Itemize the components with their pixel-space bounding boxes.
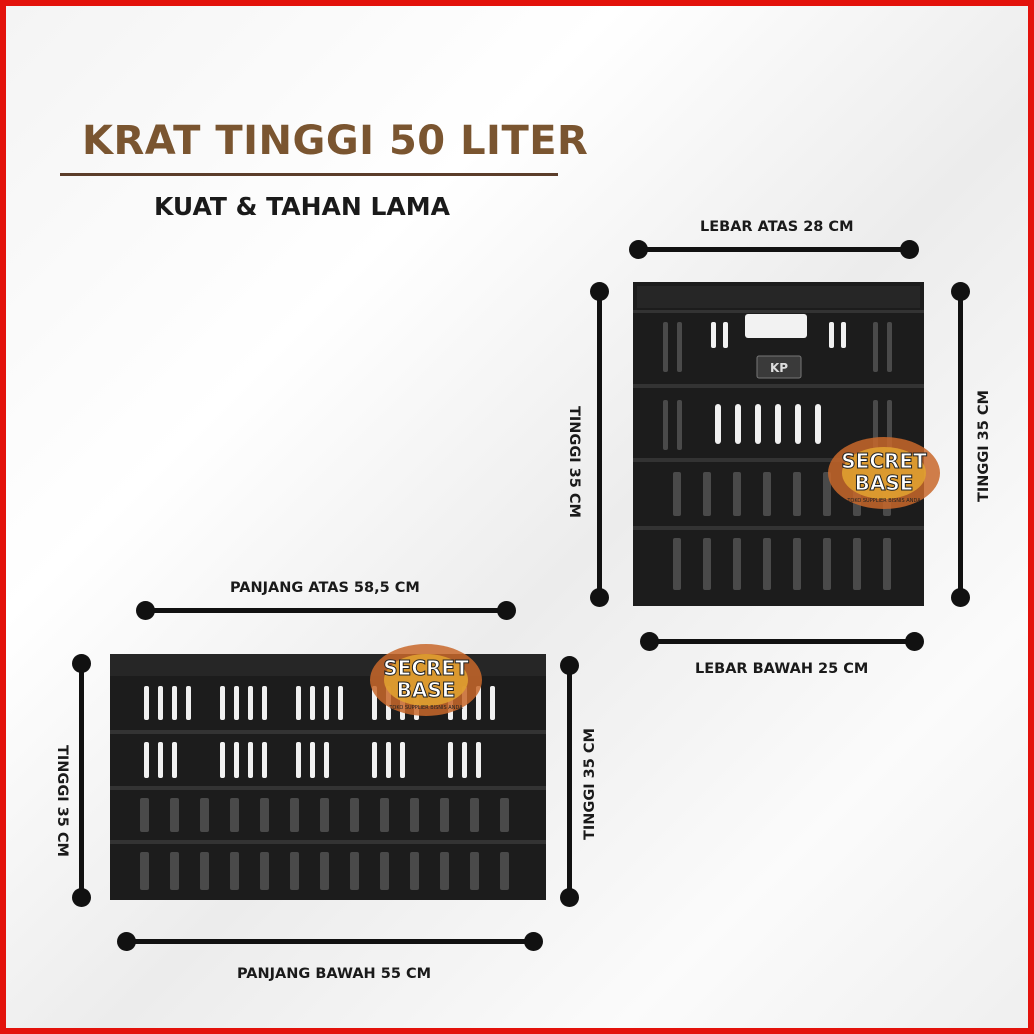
front-height-right-label: TINGGI 35 CM (582, 728, 598, 840)
dimension-dot (951, 282, 970, 301)
secret-base-watermark (824, 434, 944, 512)
dimension-dot (497, 601, 516, 620)
dimension-dot (560, 888, 579, 907)
top-length-line (146, 608, 508, 613)
dimension-dot (136, 601, 155, 620)
dimension-dot (560, 656, 579, 675)
watermark-drawing (366, 641, 486, 719)
dimension-dot (951, 588, 970, 607)
side-height-left-label: TINGGI 35 CM (566, 406, 582, 518)
top-length-label: PANJANG ATAS 58,5 CM (230, 580, 420, 596)
side-height-left-line (597, 291, 602, 597)
watermark-drawing (824, 434, 944, 512)
top-width-label: LEBAR ATAS 28 CM (700, 219, 854, 235)
front-height-left-label: TINGGI 35 CM (54, 745, 70, 857)
title-divider (60, 173, 558, 176)
bottom-length-label: PANJANG BAWAH 55 CM (237, 966, 432, 982)
dimension-dot (640, 632, 659, 651)
svg-text:BASE: BASE (854, 471, 914, 495)
page-title: KRAT TINGGI 50 LITER (82, 118, 589, 164)
brand-logo-text: KP (769, 361, 789, 375)
svg-text:SECRET: SECRET (383, 656, 469, 680)
bottom-width-line (651, 639, 916, 644)
dimension-dot (900, 240, 919, 259)
bottom-width-label: LEBAR BAWAH 25 CM (695, 661, 869, 677)
dimension-dot (72, 888, 91, 907)
dimension-dot (524, 932, 543, 951)
dimension-dot (629, 240, 648, 259)
svg-text:TOKO SUPPLIER BISNIS ANDA: TOKO SUPPLIER BISNIS ANDA (847, 498, 921, 504)
dimension-dot (72, 654, 91, 673)
front-height-left-line (79, 663, 84, 897)
page-subtitle: KUAT & TAHAN LAMA (154, 192, 450, 221)
svg-text:BASE: BASE (396, 678, 456, 702)
side-height-right-line (958, 291, 963, 597)
svg-text:SECRET: SECRET (841, 449, 927, 473)
dimension-dot (590, 588, 609, 607)
top-width-line (639, 247, 911, 252)
svg-text:TOKO SUPPLIER BISNIS ANDA: TOKO SUPPLIER BISNIS ANDA (389, 705, 463, 711)
dimension-dot (590, 282, 609, 301)
dimension-dot (117, 932, 136, 951)
bottom-length-line (127, 939, 535, 944)
secret-base-watermark (366, 641, 486, 719)
front-height-right-line (567, 665, 572, 897)
dimension-dot (905, 632, 924, 651)
side-height-right-label: TINGGI 35 CM (976, 390, 992, 502)
